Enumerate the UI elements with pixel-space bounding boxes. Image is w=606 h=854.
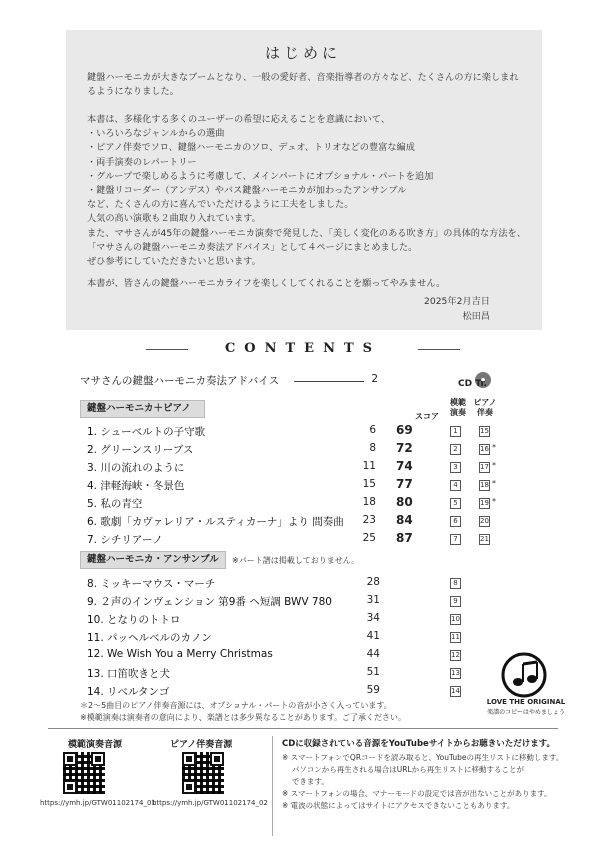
col-model-line: 演奏 [450, 408, 466, 417]
song-page: 15 [362, 478, 376, 490]
piano-track: 19 [480, 499, 489, 507]
model-track: 7 [450, 534, 461, 545]
piano-track: 20 [480, 517, 489, 525]
intro-paragraph-1 [87, 71, 519, 99]
bottom-divider [48, 728, 558, 729]
song-score: 84 [396, 513, 413, 527]
logo-line2: 楽譜のコピーはやめましょう [487, 709, 565, 716]
note-line: パソコンから再生される場合はURLから再生リストに移動することが [282, 765, 524, 774]
qr-finder [182, 752, 196, 766]
song-page: 6 [369, 424, 376, 436]
song-page: 31 [366, 594, 380, 606]
model-track: 11 [451, 633, 460, 641]
optional-part-mark: * [492, 479, 496, 488]
text-line: 人気の高い演歌も２曲取り入れています。 [87, 213, 261, 225]
song-page: 41 [366, 630, 380, 642]
note-line: ※ 電波の状態によってはサイトにアクセスできないこともあります。 [282, 801, 515, 810]
song-score: 72 [396, 441, 413, 455]
song-title: 1. シューベルトの子守歌 [87, 426, 206, 438]
song-page: 25 [362, 532, 376, 544]
text-line: ・いろいろなジャンルからの選曲 [87, 128, 225, 140]
song-title: 11. パッヘルベルのカノン [87, 632, 212, 644]
text-line: 本書は、多様化する多くのユーザーの希望に応えることを意識において、 [87, 114, 391, 125]
intro-paragraph-2 [87, 113, 526, 269]
model-track: 2 [450, 444, 461, 455]
song-title: 13. 口笛吹きと犬 [87, 668, 171, 680]
col-score-header: スコア [415, 412, 439, 421]
song-score: 80 [396, 495, 413, 509]
note-line: ※ スマートフォンの場合、マナーモードの設定では音が出ないことがあります。 [282, 789, 552, 798]
text-line: ・鍵盤リコーダー（アンデス）やバス鍵盤ハーモニカが加わったアンサンブル [87, 185, 407, 197]
cd-track-label: CD Tr. [458, 379, 487, 389]
text-line: また、マサさんが45年の鍵盤ハーモニカ演奏で発見した、「美しく変化のある吹き方」の具体的な方法を、 [87, 227, 526, 239]
piano-track: 18 [480, 481, 489, 489]
qr-finder [63, 780, 77, 794]
song-score: 77 [396, 477, 413, 491]
song-page: 34 [366, 612, 380, 624]
intro-paragraph-3 [87, 277, 445, 291]
model-track: 1 [450, 426, 461, 437]
advice-title: マサさんの鍵盤ハーモニカ奏法アドバイス [80, 375, 280, 387]
piano-audio-label: ピアノ伴奏音源 [170, 740, 233, 750]
intro-title: はじめに [264, 44, 341, 62]
piano-track: 16 [480, 445, 489, 453]
contents-heading [0, 341, 606, 357]
love-the-original-logo [500, 652, 548, 698]
bottom-vertical-divider [272, 736, 273, 836]
model-track: 3 [450, 462, 461, 473]
model-track: 5 [450, 498, 461, 509]
model-track: 14 [451, 687, 460, 695]
col-piano-line: ピアノ [473, 398, 497, 407]
text-line: 本書が、皆さんの鍵盤ハーモニカライフを楽しくしてくれることを願ってやみません。 [87, 278, 446, 289]
model-track: 4 [450, 480, 461, 491]
song-title: 7. シチリアーノ [87, 534, 163, 546]
song-title: 10. となりのトトロ [87, 614, 181, 626]
text-line: ・ピアノ伴奏でソロ、鍵盤ハーモニカのソロ、デュオ、トリオなどの豊富な編成 [87, 142, 415, 154]
song-page: 28 [366, 576, 380, 588]
song-page: 11 [362, 460, 376, 472]
qr-finder [210, 752, 224, 766]
note-line: ※ スマートフォンでQRコードを読み取ると、YouTubeの再生リストに移動します。 [282, 753, 564, 762]
text-line: ・グループで楽しめるように考慮して、メインパートにオプショナル・パートを追加 [87, 170, 434, 182]
model-track: 10 [451, 615, 460, 623]
text-line: 鍵盤ハーモニカが大きなブームとなり、一般の愛好者、音楽指導者の方々など、たくさんの方に楽しまれ [87, 72, 519, 83]
intro-date: 2025年2月吉日 [424, 296, 490, 307]
model-track: 6 [450, 516, 461, 527]
qr-finder [91, 752, 105, 766]
piano-track: 21 [480, 535, 489, 543]
section-tag-keyboard-piano: 鍵盤ハーモニカ＋ピアノ [80, 400, 205, 418]
model-track: 8 [450, 578, 461, 589]
model-track: 9 [450, 596, 461, 607]
text-line: 「マサさんの鍵盤ハーモニカ奏法アドバイス」として４ページにまとめました。 [87, 241, 418, 253]
song-page: 44 [366, 648, 380, 660]
song-page: 8 [369, 442, 376, 454]
piano-track: 17 [480, 463, 489, 471]
song-title: 4. 津軽海峡・冬景色 [87, 480, 185, 492]
model-qr-code[interactable] [63, 752, 105, 794]
text-line: ぜひ参考にしていただきたいと思います。 [87, 256, 261, 268]
song-score: 74 [396, 459, 413, 473]
text-line: ・両手演奏のレパートリー [87, 156, 197, 168]
model-track: 12 [451, 651, 460, 659]
song-page: 59 [366, 684, 380, 696]
footnote: ＊2〜5曲目のピアノ伴奏音源には、オプショナル・パートの音が小さく入っています。 [80, 701, 392, 710]
model-url[interactable]: https://ymh.jp/GTW01102174_01 [40, 799, 156, 807]
optional-part-mark: * [492, 461, 496, 470]
col-piano-header [470, 398, 500, 418]
col-model-line: 模範 [450, 398, 466, 407]
optional-part-mark: * [492, 497, 496, 506]
youtube-notes [282, 752, 563, 812]
cd-youtube-heading: CDに収録されている音源をYouTubeサイトからお聴きいただけます。 [282, 739, 556, 749]
footnote: ※模範演奏は演奏者の意向により、楽譜とは多少異なることがあります。ご了承ください。 [80, 713, 407, 722]
advice-page: 2 [371, 373, 378, 385]
section-tag-ensemble: 鍵盤ハーモニカ・アンサンブル [80, 551, 226, 569]
song-page: 23 [362, 514, 376, 526]
col-piano-line: 伴奏 [477, 408, 493, 417]
text-line: など、たくさんの方に喜んでいただけるように工夫をしました。 [87, 199, 354, 211]
optional-part-mark: * [492, 443, 496, 452]
song-title: 2. グリーンスリーブス [87, 444, 194, 456]
piano-url[interactable]: https://ymh.jp/GTW01102174_02 [152, 799, 268, 807]
qr-finder [182, 780, 196, 794]
song-title: 8. ミッキーマウス・マーチ [87, 578, 216, 590]
piano-qr-code[interactable] [182, 752, 224, 794]
song-title: 3. 川の流れのように [87, 462, 185, 474]
model-audio-label: 模範演奏音源 [68, 740, 123, 750]
song-title: 9. ２声のインヴェンション 第9番 ヘ短調 BWV 780 [87, 596, 332, 608]
logo-line1: LOVE THE ORIGINAL [486, 698, 566, 706]
contents-heading-label: CONTENTS [224, 341, 382, 356]
section2-note: ※パート譜は掲載しておりません。 [232, 556, 360, 565]
model-track: 13 [451, 669, 460, 677]
qr-finder [63, 752, 77, 766]
intro-author: 松田昌 [462, 311, 490, 322]
song-page: 18 [362, 496, 376, 508]
text-line: るようになりました。 [87, 86, 179, 98]
song-title: 12. We Wish You a Merry Christmas [87, 648, 273, 660]
piano-track: 15 [480, 427, 489, 435]
col-model-header [448, 398, 468, 418]
song-score: 69 [396, 423, 413, 437]
heading-dash-right [418, 349, 460, 350]
song-score: 87 [396, 531, 413, 545]
song-title: 14. リベルタンゴ [87, 686, 170, 698]
song-page: 51 [366, 666, 380, 678]
song-title: 6. 歌劇「カヴァレリア・ルスティカーナ」より 間奏曲 [87, 516, 344, 528]
leader-line [294, 381, 364, 382]
note-line: できます。 [282, 777, 329, 786]
song-title: 5. 私の青空 [87, 498, 143, 510]
